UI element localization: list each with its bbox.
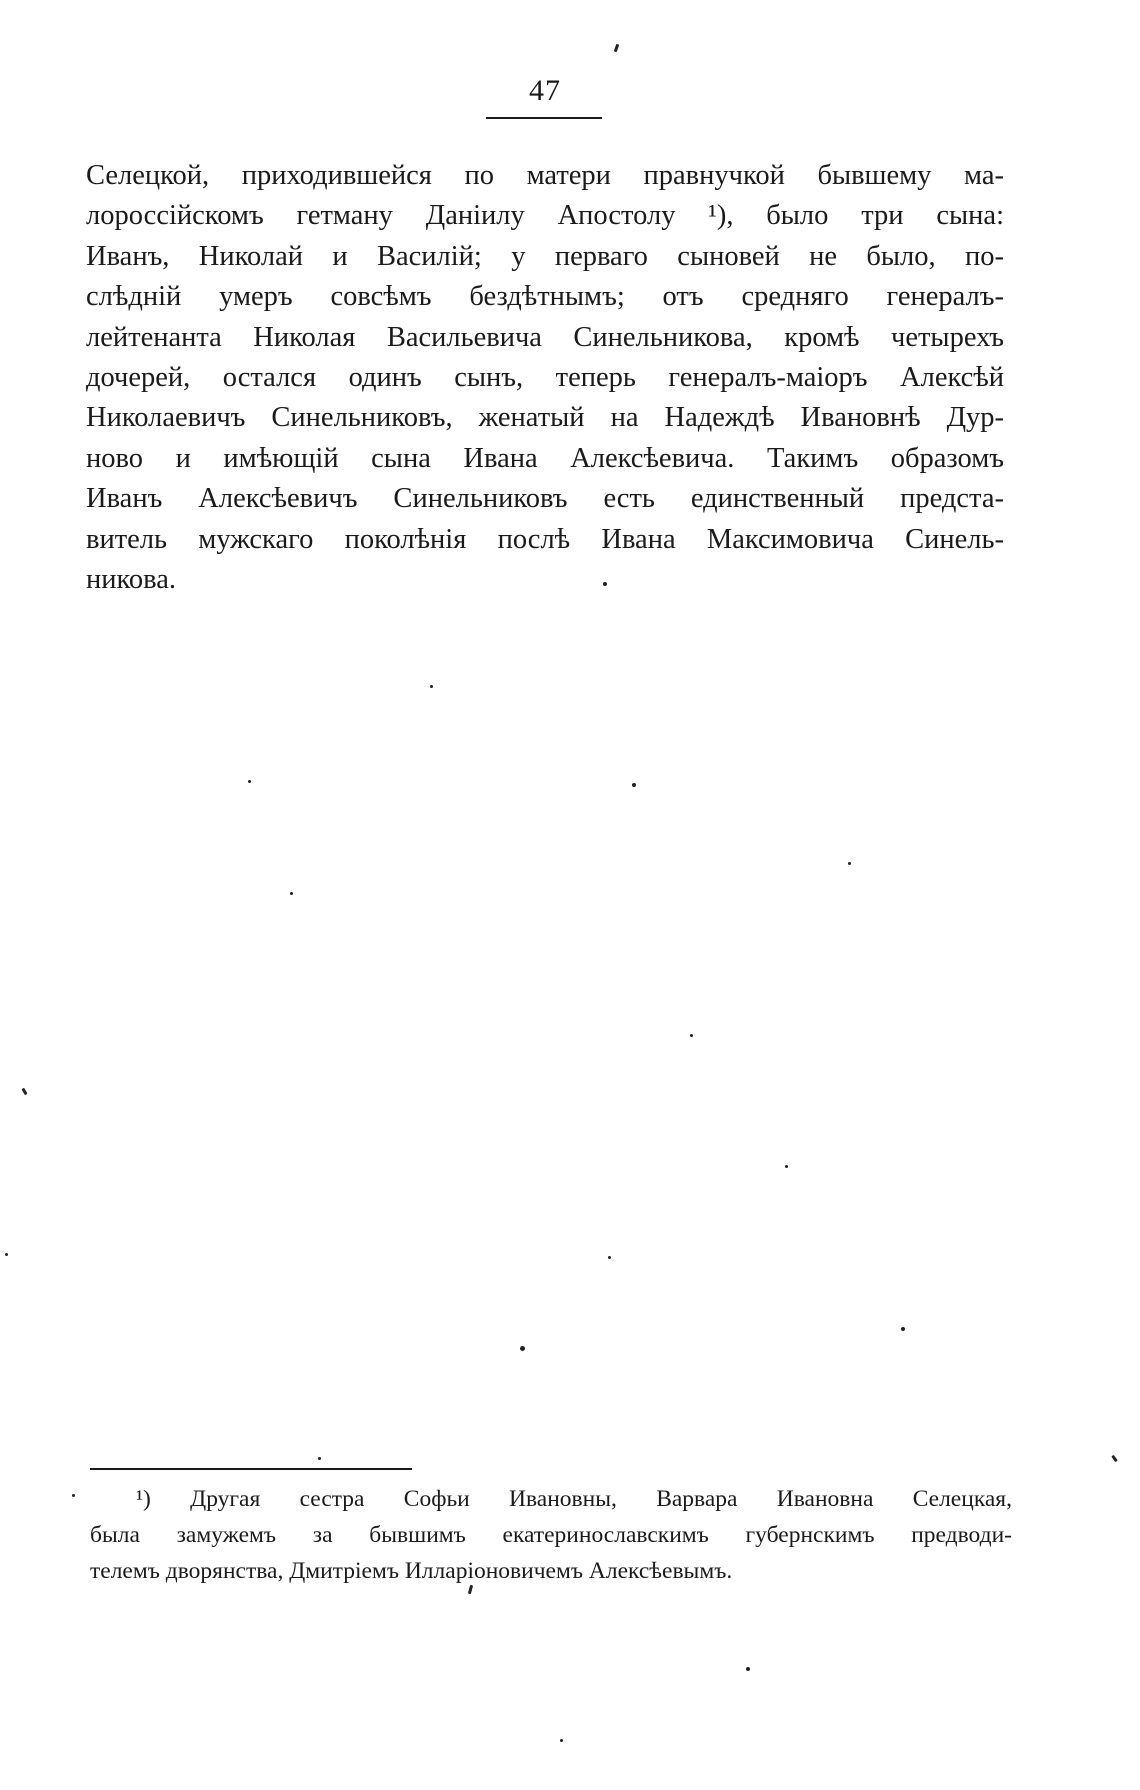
body-line: дочерей, остался одинъ сынъ, теперь генералъ-маіоръ Алексѣй	[86, 361, 1004, 393]
scan-speck	[1111, 1455, 1117, 1462]
body-line: ново и имѣющій сына Ивана Алексѣевича. Такимъ образомъ	[86, 442, 1004, 474]
body-line: Иванъ, Николай и Василій; у перваго сыновей не было, по-	[86, 240, 1004, 272]
scan-speck	[746, 1667, 750, 1671]
scan-speck	[632, 783, 636, 787]
page-number: 47	[529, 74, 561, 107]
scan-speck	[318, 1457, 321, 1460]
scan-speck	[560, 1739, 563, 1742]
footnote	[90, 1481, 1012, 1589]
scan-speck	[430, 685, 433, 688]
footnote-rule	[90, 1468, 412, 1470]
body-line: витель мужскаго поколѣнія послѣ Ивана Максимовича Синель-	[86, 523, 1004, 555]
scan-speck	[608, 1256, 611, 1259]
scan-speck	[21, 1088, 27, 1096]
scan-speck	[901, 1327, 905, 1331]
scan-speck	[690, 1034, 693, 1037]
body-line: лороссійскомъ гетману Даніилу Апостолу ¹), было три сына:	[86, 200, 1004, 232]
scan-speck	[614, 44, 620, 53]
scan-speck	[5, 1253, 8, 1256]
body-text	[86, 156, 1004, 600]
scan-speck	[468, 1585, 473, 1594]
scan-speck	[248, 780, 251, 783]
scan-speck	[603, 582, 607, 586]
body-line: Николаевичъ Синельниковъ, женатый на Надеждѣ Ивановнѣ Дур-	[86, 402, 1004, 434]
body-line: Иванъ Алексѣевичъ Синельниковъ есть единственный предста-	[86, 483, 1004, 515]
scan-speck	[290, 892, 293, 895]
body-line: слѣдній умеръ совсѣмъ бездѣтнымъ; отъ средняго генералъ-	[86, 281, 1004, 313]
body-line: никова.	[86, 563, 177, 595]
scan-speck	[520, 1346, 525, 1351]
footnote-line: была замужемъ за бывшимъ екатеринославскимъ губернскимъ предводи-	[90, 1522, 1012, 1548]
scan-speck	[72, 1494, 75, 1497]
body-line: лейтенанта Николая Васильевича Синельникова, кромѣ четырехъ	[86, 321, 1004, 353]
footnote-line: телемъ дворянства, Дмитріемъ Илларіоновичемъ Алексѣевымъ.	[90, 1558, 733, 1584]
footnote-line: ¹) Другая сестра Софьи Ивановны, Варвара Ивановна Селецкая,	[136, 1486, 1012, 1512]
scan-speck	[848, 862, 851, 865]
page-number-rule	[486, 117, 602, 119]
body-line: Селецкой, приходившейся по матери правнучкой бывшему ма-	[86, 160, 1004, 191]
scan-speck	[785, 1165, 788, 1168]
